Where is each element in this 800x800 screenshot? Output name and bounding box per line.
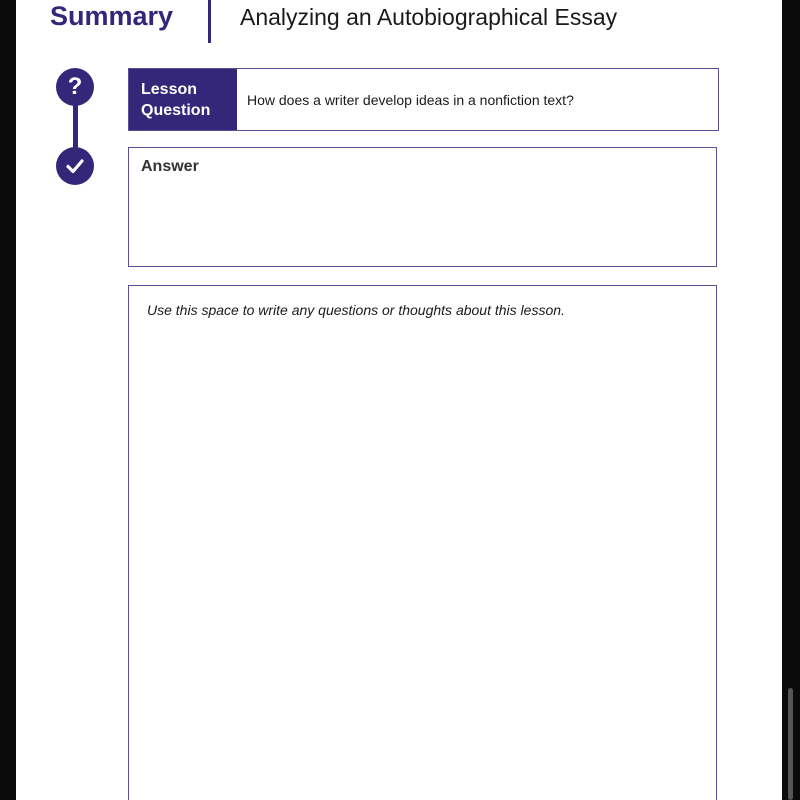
scrollbar-track[interactable] [784,0,800,800]
lesson-question-box [128,68,719,131]
lesson-question-text: How does a writer develop ideas in a nonfiction text? [247,91,574,108]
lesson-question-label: Lesson Question [129,69,237,130]
notes-prompt: Use this space to write any questions or thoughts about this lesson. [147,302,565,318]
question-mark-icon: ? [56,68,94,106]
title-divider [208,0,211,43]
answer-input[interactable] [139,184,708,264]
notes-input[interactable] [145,330,705,800]
notes-box [128,285,717,800]
answer-label: Answer [141,158,199,175]
summary-page [16,0,782,800]
lesson-title: Analyzing an Autobiographical Essay [240,4,618,30]
checkmark-icon [56,147,94,185]
scrollbar-thumb[interactable] [788,688,793,800]
answer-box [128,147,717,267]
page-title: Summary [50,1,174,31]
